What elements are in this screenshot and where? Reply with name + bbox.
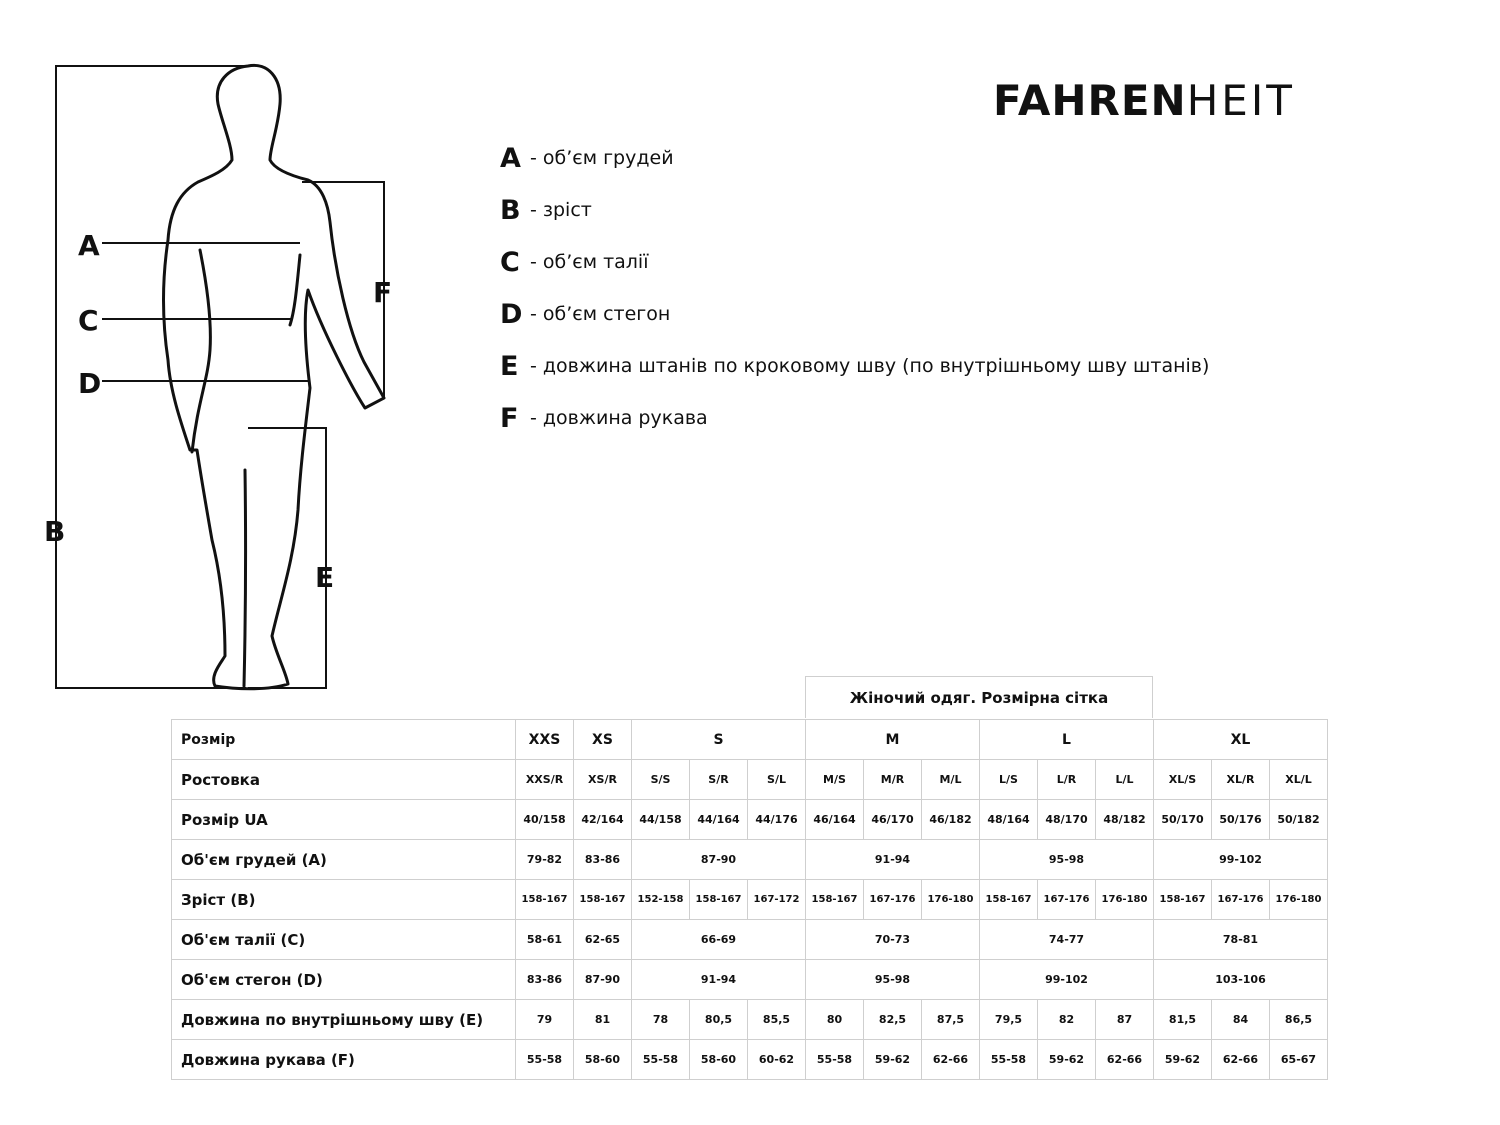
table-cell: 80 — [806, 1000, 864, 1040]
row-header: Об'єм талії (C) — [172, 920, 516, 960]
table-row-height — [172, 880, 1328, 920]
legend-letter: C — [500, 246, 520, 278]
table-cell: 87,5 — [922, 1000, 980, 1040]
table-cell: 78 — [632, 1000, 690, 1040]
brand-logo-light: HEIT — [1186, 76, 1295, 125]
table-cell: 167-172 — [748, 880, 806, 920]
table-cell: 48/182 — [1096, 800, 1154, 840]
table-cell: XL/L — [1270, 760, 1328, 800]
table-cell: 95-98 — [980, 840, 1154, 880]
table-cell: 74-77 — [980, 920, 1154, 960]
table-cell: 66-69 — [632, 920, 806, 960]
legend-item — [500, 288, 1209, 340]
table-row-waist — [172, 920, 1328, 960]
table-cell: 65-67 — [1270, 1040, 1328, 1080]
table-cell: 58-60 — [574, 1040, 632, 1080]
body-silhouette — [164, 65, 385, 688]
table-cell: 84 — [1212, 1000, 1270, 1040]
row-header: Довжина по внутрішньому шву (E) — [172, 1000, 516, 1040]
row-header: Розмір UA — [172, 800, 516, 840]
brand-logo — [993, 72, 1443, 130]
table-cell: S/S — [632, 760, 690, 800]
table-cell: XS/R — [574, 760, 632, 800]
table-cell: L/R — [1038, 760, 1096, 800]
table-cell: 86,5 — [1270, 1000, 1328, 1040]
table-cell: 62-66 — [922, 1040, 980, 1080]
table-cell: 99-102 — [1154, 840, 1328, 880]
table-cell: L/L — [1096, 760, 1154, 800]
legend-text: - об’єм грудей — [530, 147, 674, 169]
table-cell: 167-176 — [1038, 880, 1096, 920]
table-cell: 70-73 — [806, 920, 980, 960]
table-cell: 58-61 — [516, 920, 574, 960]
table-cell: 62-66 — [1212, 1040, 1270, 1080]
table-cell: 87-90 — [632, 840, 806, 880]
table-cell: 78-81 — [1154, 920, 1328, 960]
figure-label-f: F — [373, 276, 393, 309]
table-cell: 62-66 — [1096, 1040, 1154, 1080]
table-cell: 79 — [516, 1000, 574, 1040]
table-cell: S — [632, 720, 806, 760]
brand-logo-bold: FAHREN — [993, 76, 1187, 125]
legend-letter: A — [500, 142, 521, 174]
table-cell: XL — [1154, 720, 1328, 760]
table-cell: XS — [574, 720, 632, 760]
table-cell: 91-94 — [806, 840, 980, 880]
legend-item — [500, 340, 1209, 392]
table-cell: 55-58 — [980, 1040, 1038, 1080]
row-header: Об'єм грудей (A) — [172, 840, 516, 880]
table-cell: XXS/R — [516, 760, 574, 800]
legend-text: - об’єм талії — [530, 251, 649, 273]
table-cell: 58-60 — [690, 1040, 748, 1080]
figure-label-e: E — [315, 561, 335, 594]
legend-letter: F — [500, 402, 519, 434]
table-cell: 87-90 — [574, 960, 632, 1000]
table-row-rostovka — [172, 760, 1328, 800]
table-cell: M — [806, 720, 980, 760]
table-cell: 59-62 — [1154, 1040, 1212, 1080]
table-cell: S/L — [748, 760, 806, 800]
table-cell: 152-158 — [632, 880, 690, 920]
table-cell: 46/164 — [806, 800, 864, 840]
figure-label-c: C — [78, 304, 99, 337]
table-cell: XXS — [516, 720, 574, 760]
table-row-size — [172, 720, 1328, 760]
legend-item — [500, 184, 1209, 236]
table-cell: 46/170 — [864, 800, 922, 840]
legend-text: - довжина рукава — [530, 407, 708, 429]
table-cell: XL/S — [1154, 760, 1212, 800]
figure-label-b: B — [44, 515, 66, 548]
table-cell: 81,5 — [1154, 1000, 1212, 1040]
table-cell: M/R — [864, 760, 922, 800]
table-row-inseam — [172, 1000, 1328, 1040]
table-cell: 59-62 — [1038, 1040, 1096, 1080]
table-cell: 103-106 — [1154, 960, 1328, 1000]
table-cell: 158-167 — [690, 880, 748, 920]
table-cell: 48/170 — [1038, 800, 1096, 840]
figure-label-a: A — [78, 229, 100, 262]
table-cell: 50/182 — [1270, 800, 1328, 840]
table-cell: S/R — [690, 760, 748, 800]
table-cell: 99-102 — [980, 960, 1154, 1000]
table-cell: 44/176 — [748, 800, 806, 840]
table-cell: M/S — [806, 760, 864, 800]
table-cell: M/L — [922, 760, 980, 800]
measurement-guides — [56, 66, 384, 688]
table-cell: 42/164 — [574, 800, 632, 840]
table-cell: 55-58 — [632, 1040, 690, 1080]
table-row-hips — [172, 960, 1328, 1000]
table-cell: 95-98 — [806, 960, 980, 1000]
legend-letter: B — [500, 194, 521, 226]
figure-label-d: D — [78, 367, 102, 400]
table-row-sleeve — [172, 1040, 1328, 1080]
row-header: Об'єм стегон (D) — [172, 960, 516, 1000]
table-cell: 83-86 — [516, 960, 574, 1000]
table-cell: 158-167 — [574, 880, 632, 920]
row-header: Ростовка — [172, 760, 516, 800]
measurement-legend — [500, 132, 1209, 444]
table-cell: 85,5 — [748, 1000, 806, 1040]
size-table-title: Жіночий одяг. Розмірна сітка — [805, 676, 1153, 718]
table-cell: 46/182 — [922, 800, 980, 840]
table-row-size-ua — [172, 800, 1328, 840]
table-cell: 50/170 — [1154, 800, 1212, 840]
table-cell: 44/158 — [632, 800, 690, 840]
table-cell: 80,5 — [690, 1000, 748, 1040]
legend-item — [500, 132, 1209, 184]
table-cell: 55-58 — [516, 1040, 574, 1080]
table-cell: 87 — [1096, 1000, 1154, 1040]
row-header: Зріст (B) — [172, 880, 516, 920]
legend-text: - зріст — [530, 199, 592, 221]
table-cell: 79,5 — [980, 1000, 1038, 1040]
table-cell: 176-180 — [922, 880, 980, 920]
table-cell: 48/164 — [980, 800, 1038, 840]
guide-e — [248, 428, 326, 688]
table-cell: 59-62 — [864, 1040, 922, 1080]
table-cell: 82,5 — [864, 1000, 922, 1040]
table-cell: 55-58 — [806, 1040, 864, 1080]
table-cell: 83-86 — [574, 840, 632, 880]
table-cell: 158-167 — [980, 880, 1038, 920]
table-cell: 176-180 — [1096, 880, 1154, 920]
legend-text: - довжина штанів по кроковому шву (по внутрішньому шву штанів) — [530, 355, 1210, 377]
row-header: Довжина рукава (F) — [172, 1040, 516, 1080]
legend-item — [500, 236, 1209, 288]
table-cell: L — [980, 720, 1154, 760]
table-row-chest — [172, 840, 1328, 880]
table-cell: L/S — [980, 760, 1038, 800]
legend-letter: E — [500, 350, 519, 382]
table-cell: 60-62 — [748, 1040, 806, 1080]
table-cell: 82 — [1038, 1000, 1096, 1040]
table-cell: 50/176 — [1212, 800, 1270, 840]
row-header: Розмір — [172, 720, 516, 760]
table-cell: 158-167 — [516, 880, 574, 920]
table-cell: 167-176 — [1212, 880, 1270, 920]
size-table — [171, 719, 1328, 1080]
body-measurement-figure — [0, 0, 500, 700]
legend-text: - об’єм стегон — [530, 303, 671, 325]
table-cell: 44/164 — [690, 800, 748, 840]
table-cell: 79-82 — [516, 840, 574, 880]
table-cell: 91-94 — [632, 960, 806, 1000]
table-cell: 158-167 — [1154, 880, 1212, 920]
table-cell: 62-65 — [574, 920, 632, 960]
table-cell: 167-176 — [864, 880, 922, 920]
table-cell: XL/R — [1212, 760, 1270, 800]
legend-letter: D — [500, 298, 523, 330]
table-cell: 176-180 — [1270, 880, 1328, 920]
legend-item — [500, 392, 1209, 444]
table-cell: 158-167 — [806, 880, 864, 920]
table-cell: 40/158 — [516, 800, 574, 840]
table-cell: 81 — [574, 1000, 632, 1040]
